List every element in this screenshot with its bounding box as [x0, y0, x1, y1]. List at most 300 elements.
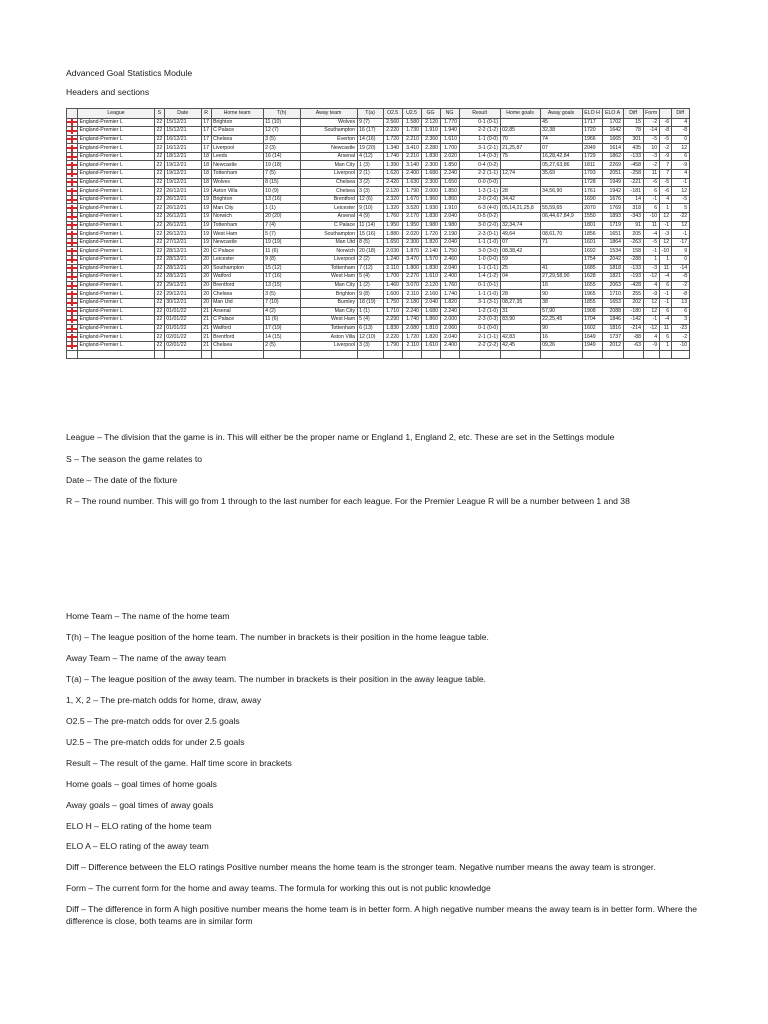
table-cell: Man Utd [300, 238, 357, 247]
table-cell: Brentford [211, 333, 263, 342]
table-cell: Liverpool [300, 341, 357, 350]
table-cell: -343 [623, 213, 643, 222]
table-cell: 1893 [602, 213, 623, 222]
table-cell: 11 (6) [263, 316, 300, 325]
table-cell: -2 [671, 281, 689, 290]
table-cell: 2.210 [402, 135, 421, 144]
table-cell: C Palace [211, 247, 263, 256]
table-cell: 19/12/21 [164, 161, 201, 170]
table-cell: 1.600 [383, 290, 402, 299]
table-cell: 11 [643, 221, 659, 230]
table-cell: 28 [500, 290, 540, 299]
table-cell: 1769 [602, 204, 623, 213]
england-flag-icon [67, 152, 78, 161]
table-cell: 83,90 [500, 316, 540, 325]
england-flag-icon [67, 341, 78, 350]
table-cell: Tottenham [300, 324, 357, 333]
table-cell: 1601 [582, 238, 602, 247]
table-cell: 32,34,74 [500, 221, 540, 230]
table-cell: 7 (12) [357, 264, 383, 273]
table-cell: 2.020 [402, 230, 421, 239]
table-cell: 20 (18) [357, 247, 383, 256]
table-cell: 11 [643, 170, 659, 179]
table-cell: 17 (16) [263, 273, 300, 282]
table-cell: 1.750 [440, 247, 459, 256]
definition-text: R – The round number. This will go from 1 through to the last number for each league. For the Premier League R will be a number between 1 and 38 [66, 496, 630, 506]
table-cell: -3 [659, 230, 671, 239]
table-cell: 1729 [582, 152, 602, 161]
table-cell: 2.300 [402, 238, 421, 247]
table-cell: 21,25,87 [500, 144, 540, 153]
table-cell: 17 [203, 118, 210, 125]
table-row [67, 135, 690, 144]
table-row [67, 144, 690, 153]
table-cell: 1.570 [421, 256, 440, 265]
table-cell: Man City [211, 204, 263, 213]
table-cell: -5 [671, 195, 689, 204]
table-cell: 2063 [602, 281, 623, 290]
table-cell: 2-1 (1-1) [459, 333, 500, 342]
table-cell: Wolves [211, 178, 263, 187]
table-cell: 3.520 [402, 204, 421, 213]
table-cell: 0 [671, 135, 689, 144]
definition-text: League – The division that the game is in. This will either be the proper name or England 1, England 2, etc. These are set in the Settings module [66, 432, 615, 442]
table-cell: 2.420 [383, 178, 402, 187]
england-flag-icon [67, 213, 78, 222]
table-cell [500, 118, 540, 127]
table-cell: 20 [203, 299, 210, 306]
column-header: T(a) [357, 109, 383, 119]
table-cell: 19 [203, 204, 210, 211]
table-cell: 18/12/21 [164, 152, 201, 161]
table-cell: 1690 [582, 195, 602, 204]
table-cell: 2.220 [383, 333, 402, 342]
table-cell: Burnley [300, 298, 357, 307]
table-cell: -63 [623, 341, 643, 350]
table-cell: 1.930 [421, 204, 440, 213]
table-cell: 205 [623, 230, 643, 239]
table-cell: 1.710 [383, 307, 402, 316]
table-row [67, 187, 690, 196]
table-cell: 1.830 [421, 213, 440, 222]
table-cell: 22 [156, 264, 163, 271]
table-cell: 1.980 [421, 221, 440, 230]
column-header: Result [459, 109, 500, 119]
table-cell: 18 [203, 161, 210, 168]
table-cell: 29/12/21 [164, 281, 201, 290]
england-flag-icon [67, 144, 78, 153]
table-cell: -17 [671, 238, 689, 247]
table-cell: England-Premier L [78, 144, 155, 153]
table-cell: 2 (5) [263, 341, 300, 350]
table-cell: 28 [500, 187, 540, 196]
table-cell: 1.720 [421, 230, 440, 239]
table-row-cutoff [67, 350, 690, 359]
table-cell: 3 (5) [263, 135, 300, 144]
table-cell: -10 [659, 247, 671, 256]
england-flag-icon [67, 281, 78, 290]
table-cell: Watford [211, 273, 263, 282]
table-cell: 20 [203, 273, 210, 280]
england-flag-icon [67, 135, 78, 144]
table-cell: 1655 [582, 281, 602, 290]
table-cell: 2.270 [402, 273, 421, 282]
table-cell: Newcastle [300, 144, 357, 153]
table-cell: 2.400 [440, 273, 459, 282]
table-cell: 41 [540, 264, 582, 273]
table-cell: 1-1 (1-0) [459, 238, 500, 247]
table-cell: 08,38,42 [500, 247, 540, 256]
table-cell: 21 [203, 316, 210, 323]
table-cell: 02/01/22 [164, 341, 201, 350]
column-header: Diff [671, 109, 689, 119]
table-cell: 1.620 [383, 170, 402, 179]
table-cell: 1.460 [383, 281, 402, 290]
table-cell: 19 [203, 187, 210, 194]
table-cell: 27,29,58,90 [540, 273, 582, 282]
table-cell: -1 [671, 178, 689, 187]
table-cell: 1.800 [402, 264, 421, 273]
table-cell: 19 [203, 196, 210, 203]
table-cell: 2.020 [440, 152, 459, 161]
table-cell: 1653 [602, 298, 623, 307]
table-cell: 2.300 [421, 161, 440, 170]
table-cell: 1816 [602, 324, 623, 333]
table-cell [540, 256, 582, 265]
table-cell: 2.140 [421, 247, 440, 256]
table-cell: Newcastle [211, 161, 263, 170]
table-cell: 1856 [582, 230, 602, 239]
table-cell: England-Premier L [78, 204, 155, 213]
table-cell: -5 [659, 135, 671, 144]
table-cell: England-Premier L [78, 256, 155, 265]
table-cell: 20 [203, 282, 210, 289]
table-cell: 26/12/21 [164, 221, 201, 230]
table-cell: 1649 [582, 333, 602, 342]
table-cell: -3 [643, 152, 659, 161]
table-cell: Chelsea [211, 290, 263, 299]
table-cell: 6 [671, 307, 689, 316]
table-cell: 21 [203, 307, 210, 314]
table-cell: 26/12/21 [164, 195, 201, 204]
table-cell: 8 (5) [357, 238, 383, 247]
table-cell: Southampton [300, 230, 357, 239]
table-cell: 19 (19) [263, 238, 300, 247]
england-flag-icon [67, 195, 78, 204]
table-cell: 1685 [582, 264, 602, 273]
table-cell: 15 (12) [263, 264, 300, 273]
table-row [67, 152, 690, 161]
column-header: R [201, 109, 211, 119]
table-cell: 19/12/21 [164, 170, 201, 179]
table-cell: 1.650 [440, 178, 459, 187]
table-cell: 1811 [582, 161, 602, 170]
table-cell: 1550 [582, 213, 602, 222]
table-cell: 2.040 [440, 213, 459, 222]
table-cell: -10 [643, 213, 659, 222]
definition-text: 1, X, 2 – The pre-match odds for home, draw, away [66, 695, 262, 705]
table-cell: 71 [540, 238, 582, 247]
table-cell: Watford [211, 324, 263, 333]
table-cell: -458 [623, 161, 643, 170]
table-cell: 11 [659, 324, 671, 333]
table-cell: 05,27,63,86 [540, 161, 582, 170]
table-cell: 1651 [602, 230, 623, 239]
table-header-row [67, 109, 690, 119]
table-cell: 2042 [602, 256, 623, 265]
table-cell: 27/12/21 [164, 238, 201, 247]
table-cell: 26/12/21 [164, 230, 201, 239]
table-cell: 1692 [582, 247, 602, 256]
table-cell: C Palace [211, 316, 263, 325]
table-cell: 15/12/21 [164, 118, 201, 127]
table-cell: -14 [643, 127, 659, 136]
table-cell: 1-1 (1-1) [459, 264, 500, 273]
table-cell: 1-1 (0-0) [459, 135, 500, 144]
table-cell: -133 [623, 152, 643, 161]
table-cell: 22 [156, 256, 163, 263]
table-cell: 1.770 [440, 118, 459, 127]
table-cell: Arsenal [211, 307, 263, 316]
table-cell: Southampton [211, 264, 263, 273]
table-cell: -2 [659, 144, 671, 153]
table-cell: 1.580 [402, 118, 421, 127]
definition-text: S – The season the game relates to [66, 454, 202, 464]
table-cell: 2.240 [440, 307, 459, 316]
column-header: League [78, 109, 155, 119]
table-cell: 7 (4) [263, 221, 300, 230]
table-cell: 74 [540, 135, 582, 144]
table-cell: Chelsea [211, 341, 263, 350]
table-cell: -9 [643, 290, 659, 299]
table-cell: 13 (15) [263, 281, 300, 290]
table-row [67, 204, 690, 213]
table-cell: 11 (14) [357, 221, 383, 230]
table-cell: 2.290 [383, 316, 402, 325]
table-cell: 29/12/21 [164, 290, 201, 299]
table-cell: -1 [643, 195, 659, 204]
table-cell: Man Utd [211, 298, 263, 307]
table-cell: 1 [659, 256, 671, 265]
table-cell: Leicester [300, 204, 357, 213]
table-row [67, 264, 690, 273]
table-cell: 12 (10) [357, 333, 383, 342]
table-cell: England-Premier L [78, 127, 155, 136]
table-cell: 34,42 [500, 195, 540, 204]
table-cell: 19 [203, 239, 210, 246]
table-cell: 1.680 [421, 170, 440, 179]
england-flag-icon [67, 238, 78, 247]
table-cell: 6 [643, 204, 659, 213]
table-cell: 5 (7) [263, 230, 300, 239]
table-cell: 7 (5) [263, 170, 300, 179]
table-cell: 12 [659, 213, 671, 222]
column-header: Home team [211, 109, 263, 119]
stats-table [66, 108, 690, 359]
table-cell: -221 [623, 178, 643, 187]
table-cell: -22 [671, 213, 689, 222]
table-cell: 1.790 [402, 187, 421, 196]
table-cell: Tottenham [211, 221, 263, 230]
table-cell: 1665 [602, 135, 623, 144]
table-cell: 2-2 (2-2) [459, 341, 500, 350]
table-cell: 4 (12) [357, 152, 383, 161]
table-cell: 1.880 [383, 230, 402, 239]
table-cell: 1728 [582, 178, 602, 187]
table-cell: 1.730 [402, 127, 421, 136]
table-cell: 4 (9) [357, 213, 383, 222]
table-cell: 5 [671, 204, 689, 213]
table-row [67, 178, 690, 187]
england-flag-icon [67, 230, 78, 239]
table-cell [540, 247, 582, 256]
table-cell: 22 [156, 127, 163, 134]
table-cell: 2.400 [402, 170, 421, 179]
table-cell: 2.040 [440, 333, 459, 342]
definition-text: T(a) – The league position of the away team. The number in brackets is their position in the away league table. [66, 674, 487, 684]
definition-text: Diff – The difference in form A high positive number means the home team is in better form. A high negative number means the away team is in better form. Where the difference is close, both teams are in similar form [66, 904, 698, 926]
table-cell: 19 [203, 221, 210, 228]
england-flag-icon [67, 161, 78, 170]
table-cell: 01/01/22 [164, 316, 201, 325]
table-cell: 02/01/22 [164, 333, 201, 342]
table-row [67, 256, 690, 265]
table-cell: Brentford [300, 195, 357, 204]
table-cell: 22 [156, 144, 163, 151]
table-cell: -1 [643, 316, 659, 325]
table-cell: 3 (2) [357, 178, 383, 187]
table-cell: 0-1 (0-1) [459, 281, 500, 290]
table-cell: 26/12/21 [164, 213, 201, 222]
table-cell: England-Premier L [78, 238, 155, 247]
table-cell: Aston Villa [211, 187, 263, 196]
table-cell: -5 [659, 178, 671, 187]
column-header [659, 109, 671, 119]
definition-text: T(h) – The league position of the home team. The number in brackets is their position in the home league table. [66, 632, 489, 642]
table-cell: 1942 [602, 187, 623, 196]
table-cell: 1642 [602, 127, 623, 136]
table-cell: 1 [659, 341, 671, 350]
table-cell: 22 [156, 187, 163, 194]
table-cell: 1.910 [421, 127, 440, 136]
table-cell: 22 [156, 153, 163, 160]
table-cell: England-Premier L [78, 281, 155, 290]
table-row [67, 333, 690, 342]
table-cell: 22 [156, 282, 163, 289]
table-cell: 158 [623, 247, 643, 256]
table-cell: 34,56,90 [540, 187, 582, 196]
table-cell: 1821 [602, 273, 623, 282]
column-header: U2.5 [402, 109, 421, 119]
table-cell: 3-0 (2-0) [459, 221, 500, 230]
table-cell: 6 [643, 187, 659, 196]
table-cell: Chelsea [300, 187, 357, 196]
table-cell: 1-2 (1-0) [459, 307, 500, 316]
table-cell: 1.720 [402, 333, 421, 342]
table-cell: 2.120 [383, 187, 402, 196]
table-cell: 75 [500, 152, 540, 161]
table-cell: 22,25,45 [540, 316, 582, 325]
table-cell: 1.740 [440, 290, 459, 299]
table-cell: 22 [156, 333, 163, 340]
table-cell: 55,59,65 [540, 204, 582, 213]
table-cell: 5 (4) [357, 273, 383, 282]
england-flag-icon [67, 290, 78, 299]
table-cell: West Ham [211, 230, 263, 239]
table-cell: -10 [671, 341, 689, 350]
table-cell: 20 [203, 247, 210, 254]
table-cell: 2.220 [383, 127, 402, 136]
table-cell: 21 [203, 325, 210, 332]
table-cell: 1704 [582, 316, 602, 325]
table-cell: -9 [643, 341, 659, 350]
table-cell: -1 [643, 247, 659, 256]
table-cell: 18 [203, 153, 210, 160]
table-cell: 1.760 [440, 281, 459, 290]
table-cell: 1818 [602, 264, 623, 273]
definition-text: Home goals – goal times of home goals [66, 779, 217, 789]
table-cell: 22 [156, 316, 163, 323]
table-cell: 4 (2) [263, 307, 300, 316]
table-cell: -8 [671, 290, 689, 299]
table-cell: 02,85 [500, 127, 540, 136]
table-cell: 1.810 [421, 324, 440, 333]
table-cell: West Ham [300, 316, 357, 325]
table-cell: 1-3 (1-1) [459, 187, 500, 196]
table-cell: -181 [623, 187, 643, 196]
table-cell [500, 213, 540, 222]
table-cell: Brentford [211, 281, 263, 290]
table-cell: 57,90 [540, 307, 582, 316]
table-cell: 1 (1) [357, 307, 383, 316]
table-cell: 1.630 [402, 178, 421, 187]
column-header: GG [421, 109, 440, 119]
table-cell: 19 (18) [263, 161, 300, 170]
table-cell: 12 [671, 144, 689, 153]
table-cell: 1710 [602, 290, 623, 299]
table-cell: 3 (5) [263, 290, 300, 299]
table-cell: -6 [659, 187, 671, 196]
table-cell: 1-0 (0-0) [459, 256, 500, 265]
table-cell: 2.030 [383, 247, 402, 256]
table-cell: 07 [540, 144, 582, 153]
table-cell: 16 (17) [357, 127, 383, 136]
table-cell: 1.830 [421, 264, 440, 273]
table-cell: -4 [643, 230, 659, 239]
england-flag-icon [67, 298, 78, 307]
table-cell [540, 221, 582, 230]
table-cell: 3-1 (3-1) [459, 298, 500, 307]
definition-text: Away Team – The name of the away team [66, 653, 227, 663]
table-cell: 202 [623, 298, 643, 307]
table-cell: 1966 [582, 135, 602, 144]
england-flag-icon [67, 127, 78, 136]
table-cell: England-Premier L [78, 341, 155, 350]
table-cell: 2.040 [440, 264, 459, 273]
table-cell [500, 178, 540, 187]
table-cell: 22 [156, 213, 163, 220]
table-cell: 1949 [602, 178, 623, 187]
table-cell: 0-5 (0-2) [459, 213, 500, 222]
england-flag-icon [67, 333, 78, 342]
table-cell: Aston Villa [300, 333, 357, 342]
column-header: ELO H [582, 109, 602, 119]
table-cell: 1.720 [383, 135, 402, 144]
table-cell: 1-4 (1-2) [459, 273, 500, 282]
table-cell: 28/12/21 [164, 247, 201, 256]
table-cell: Leeds [211, 152, 263, 161]
table-cell: 1.390 [383, 161, 402, 170]
